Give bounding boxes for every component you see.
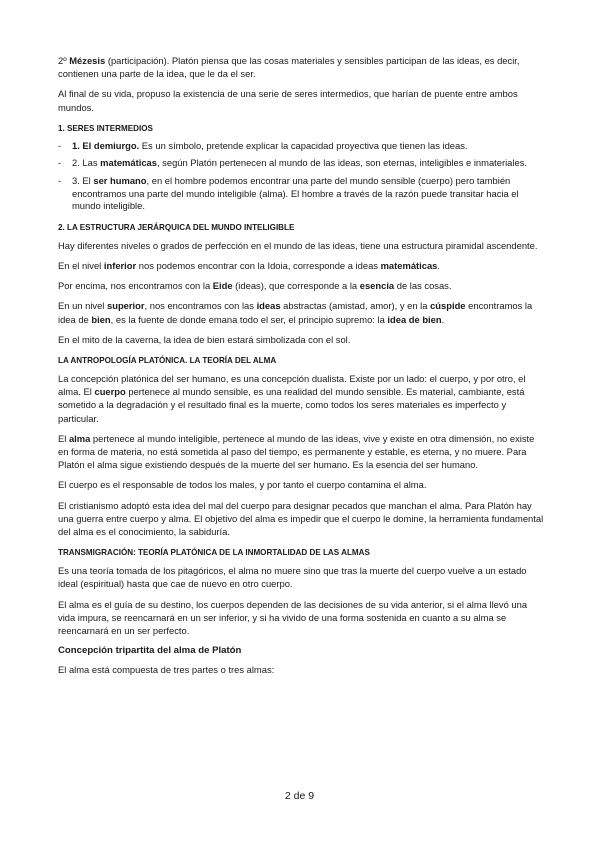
bold-text: bien (91, 313, 111, 325)
list-seres-intermedios (58, 140, 546, 213)
paragraph-mito-caverna: En el mito de la caverna, la idea de bien estará simbolizada con el sol. (58, 333, 351, 345)
text-run: , es la fuente de donde emana todo el ser, el principio supremo: la (110, 313, 388, 325)
heading-estructura-jerarquica: 2. LA ESTRUCTURA JERÁRQUICA DEL MUNDO INTELIGIBLE (58, 222, 295, 232)
text-run: La concepción platónica del ser humano, es una concepción dualista. Existe por un lado: el cuerpo, y por otro, el alma. El (58, 373, 526, 398)
paragraph-pitagoricos: Es una teoría tomada de los pitagóricos, el alma no muere sino que tras la muerte del cuerpo vuelve a un estado ideal (espiritual) hasta que cae de nuevo en otro cuerpo. (58, 565, 527, 590)
text-run: . (441, 313, 445, 325)
paragraph-mezesis (58, 54, 546, 80)
bold-text: superior (107, 300, 145, 312)
bold-text: 1. El demiurgo. (72, 139, 140, 151)
text-run: En un nivel (58, 300, 107, 312)
heading-transmigracion: TRANSMIGRACIÓN: TEORÍA PLATÓNICA DE LA INMORTALIDAD DE LAS ALMAS (58, 548, 370, 558)
paragraph-alma (58, 432, 546, 472)
text-run: Es un símbolo, pretende explicar la capacidad proyectiva que tienen las ideas. (139, 139, 468, 151)
bold-text: idea de bien (387, 313, 442, 325)
text-run: pertenece al mundo sensible, es una realidad del mundo sensible. Es material, cambiante, está sometido a la degradación y el resultado final es la muerte, como todos los seres materiales es imperfecto y particular. (58, 386, 525, 424)
paragraph-niveles: Hay diferentes niveles o grados de perfección en el mundo de las ideas, tiene una estructura piramidal ascendente. (58, 239, 538, 251)
text-run: 2. Las (72, 157, 101, 169)
list-item (58, 140, 546, 153)
text-run: En el nivel (58, 259, 104, 271)
bold-text: ser humano (93, 175, 147, 186)
paragraph-final-vida: Al final de su vida, propuso la existencia de una serie de seres intermedios, que harían de puente entre ambos mundos. (58, 88, 518, 113)
bold-text: matemáticas (100, 157, 157, 169)
text-run: pertenece al mundo inteligible, pertenece al mundo de las ideas, vive y existe en otra dimensión, no existe en forma de materia, no está sometida al paso del tiempo, es permanente y estable, es eterna, y no muere. Para Platón el alma sigue existiendo después de la muerte del ser humano. Es la esencia del ser humano. (58, 432, 535, 471)
dash-bullet-icon: - (58, 157, 62, 169)
text-run: encontramos la idea de (58, 300, 533, 325)
paragraph-cristianismo: El cristianismo adoptó esta idea del mal del cuerpo para designar pecados que manchan el alma. Para Platón hay una guerra entre cuerpo y alma. El objetivo del alma es impedir que el cuerpo le domine, la herramienta fundamental del alma es el conocimiento, la sabiduría. (58, 499, 544, 538)
text-run: (ideas), que corresponde a la (232, 280, 360, 292)
text-run: El (58, 432, 69, 444)
bold-text: esencia (359, 280, 395, 292)
paragraph-nivel-inferior (58, 259, 546, 272)
text-run: abstractas (amistad, amor), y en la (280, 300, 431, 312)
bold-text: alma (68, 432, 91, 444)
text-run: 2º (58, 55, 70, 66)
paragraph-cuerpo-males: El cuerpo es el responsable de todos los males, y por tanto el cuerpo contamina el alma. (58, 479, 427, 491)
text-run: de las cosas. (394, 280, 452, 292)
heading-antropologia: LA ANTROPOLOGÍA PLATÓNICA. LA TEORÍA DEL ALMA (58, 356, 277, 365)
dash-bullet-icon: - (58, 175, 62, 186)
text-run: . (437, 259, 441, 271)
bold-text: Mézesis (69, 55, 106, 66)
text-run: , en el hombre podemos encontrar una parte del mundo sensible (cuerpo) pero también encontramos una parte del mundo inteligible (alma). El hombre a través de la razón puede transitar hacia el mundo inteligible. (72, 175, 519, 212)
heading-seres-intermedios: 1. SERES INTERMEDIOS (58, 123, 153, 133)
paragraph-alma-guia: El alma es el guía de su destino, los cuerpos dependen de las decisiones de su vida anterior, si el alma llevó una vida impura, se reencarnará en un ser inferior, y si ha vivido de una forma sostenida en cuanto a su alma se reencarnará en un ser perfecto. (58, 598, 528, 637)
bold-text: cúspide (430, 300, 466, 312)
page-number: 2 de 9 (284, 790, 315, 802)
text-run: nos podemos encontrar con la Idoia, corresponde a ideas (136, 259, 381, 271)
dash-bullet-icon: - (58, 139, 62, 151)
bold-text: inferior (103, 259, 137, 271)
document-page (58, 54, 546, 683)
list-item (58, 157, 546, 170)
paragraph-por-encima (58, 279, 546, 292)
text-run: (participación). Platón piensa que las cosas materiales y sensibles participan de las ideas, es decir, contienen una parte de la idea, que le da el ser. (58, 55, 520, 80)
list-item (58, 175, 546, 213)
bold-text: ideas (256, 300, 281, 312)
paragraph-concepcion-dualista (58, 372, 546, 425)
text-run: , según Platón pertenecen al mundo de las ideas, son eternas, inteligibles e inmateriales. (156, 157, 527, 169)
paragraph-tres-almas: El alma está compuesta de tres partes o tres almas: (58, 664, 275, 676)
bold-text: cuerpo (94, 386, 126, 398)
paragraph-nivel-superior (58, 299, 546, 325)
heading-concepcion-tripartita: Concepción tripartita del alma de Platón (58, 645, 242, 657)
text-run: 3. El (72, 175, 94, 186)
text-run: Por encima, nos encontramos con la (58, 280, 213, 292)
bold-text: matemáticas (380, 259, 438, 271)
bold-text: Eide (212, 280, 233, 292)
text-run: , nos encontramos con las (144, 300, 257, 312)
